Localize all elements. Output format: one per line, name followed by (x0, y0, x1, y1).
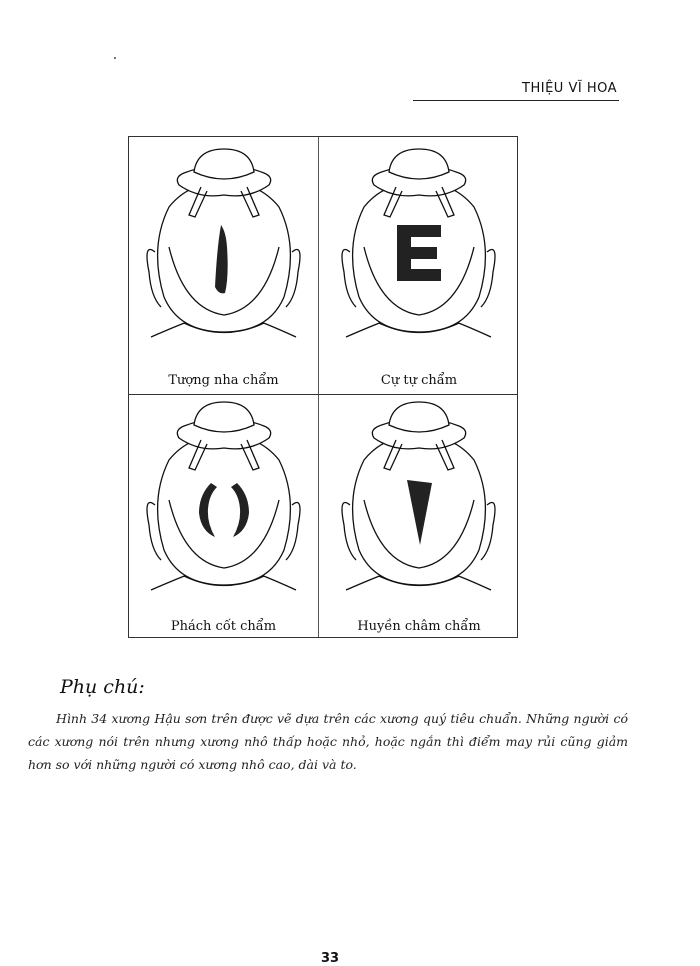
page-number: 33 (321, 951, 340, 966)
figure-panel-1 (129, 137, 318, 394)
note-body (28, 707, 628, 776)
note-paragraph: Hình 34 xương Hậu sơn trên được vẽ dựa trên các xương quý tiêu chuẩn. Những người có các xương nói trên nhưng xương nhô thấp hoặc nhỏ, hoặc ngắn thì điểm may rủi cũng giảm hơn so với những người có xương nhô cao, dài và to. (28, 711, 628, 772)
figure-panel-3 (129, 395, 318, 639)
panel-caption: Huyền châm chẩm (357, 619, 481, 634)
figure-panel-2 (319, 137, 519, 394)
panel-caption: Tượng nha chẩm (168, 373, 279, 388)
scan-speck (114, 57, 116, 59)
note-heading: Phụ chú: (60, 676, 145, 698)
head-back-illustration-icon (319, 395, 519, 620)
running-header (413, 80, 619, 101)
head-back-illustration-icon (129, 137, 318, 372)
letter-e-mark-icon (397, 225, 441, 281)
figure-grid (128, 136, 518, 638)
running-title: THIỆU VĨ HOA (522, 81, 617, 96)
head-back-illustration-icon (129, 395, 318, 620)
panel-caption: Cự tự chẩm (380, 373, 458, 388)
panel-caption: Phách cốt chẩm (170, 619, 277, 634)
head-back-illustration-icon (319, 137, 519, 372)
figure-panel-4 (319, 395, 519, 639)
